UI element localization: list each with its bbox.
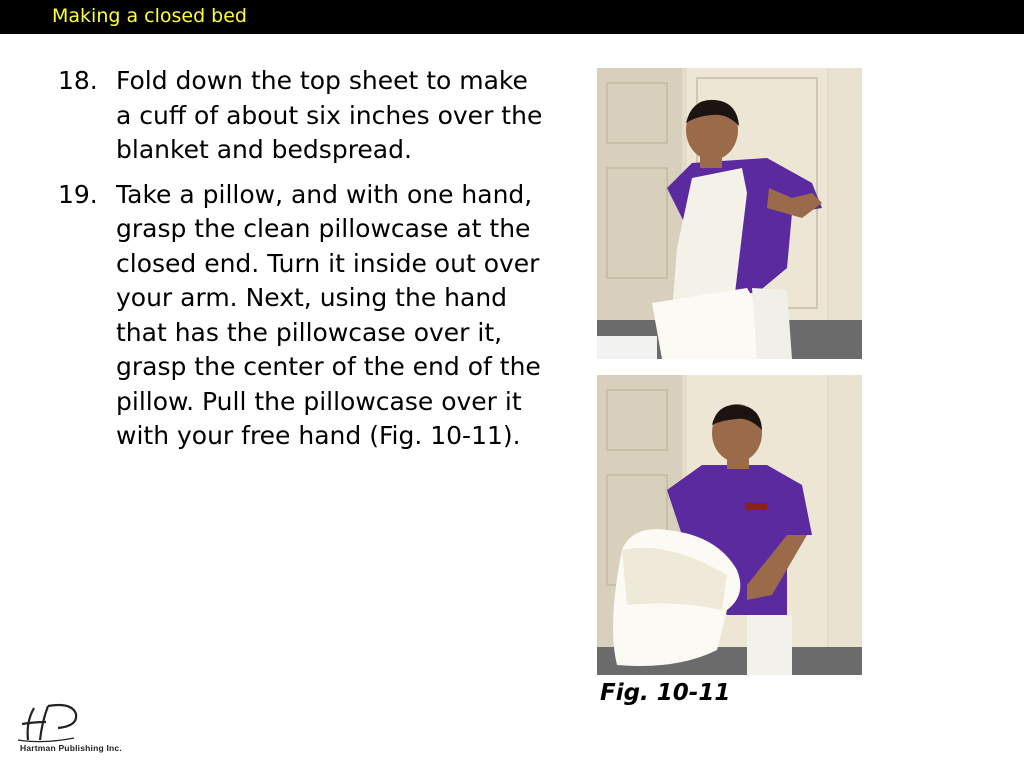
step-number: 19. xyxy=(58,179,98,209)
title-bar xyxy=(0,0,1024,34)
photo-turning-pillowcase xyxy=(597,68,862,359)
slide-title: Making a closed bed xyxy=(52,5,247,27)
step-text: Take a pillow, and with one hand, grasp the clean pillowcase at the closed end. Turn it inside out over your arm. Next, using the hand that has the pillowcase over it, grasp the center of the end of the pillow. Pull the pillowcase over it with your free hand (Fig. 10-11). xyxy=(116,179,541,450)
step-text: Fold down the top sheet to make a cuff of about six inches over the blanket and bedspread. xyxy=(116,66,543,164)
step-number: 18. xyxy=(58,66,98,95)
publisher-name: Hartman Publishing Inc. xyxy=(20,743,122,753)
figure-caption: Fig. 10-11 xyxy=(600,680,731,706)
publisher-logo xyxy=(14,700,164,760)
photo-pulling-pillowcase xyxy=(597,375,862,675)
step-19 xyxy=(58,178,548,454)
instruction-list xyxy=(58,64,548,464)
hp-monogram-icon xyxy=(14,700,94,748)
step-18 xyxy=(58,64,548,168)
